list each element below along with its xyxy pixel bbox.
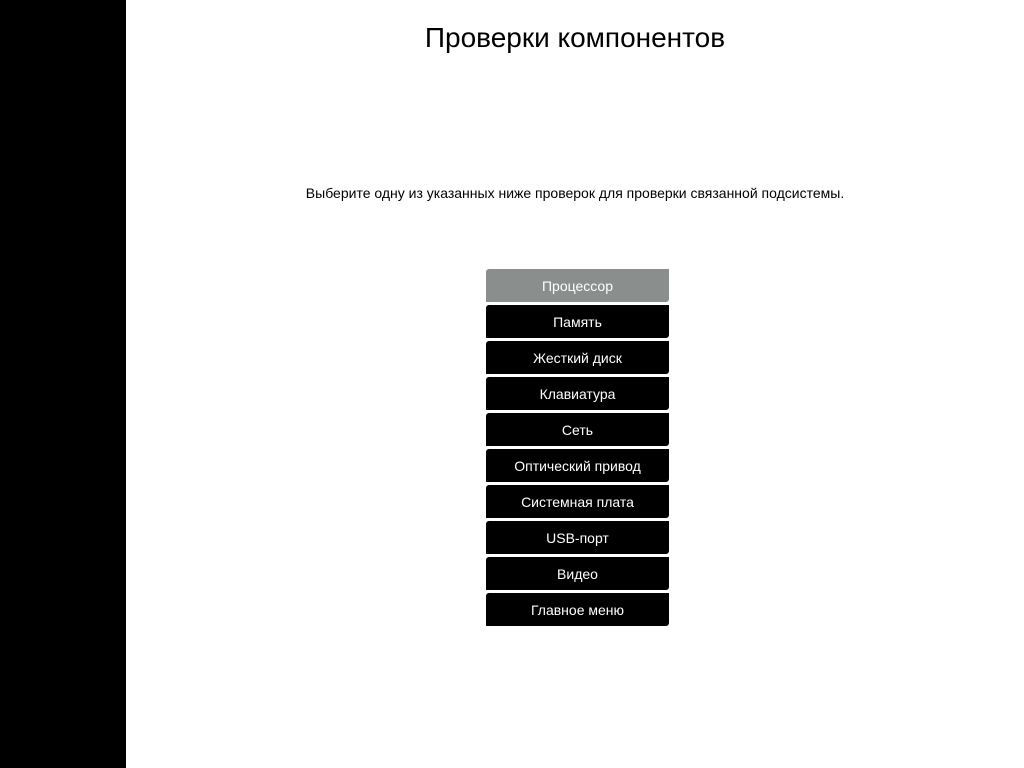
menu-item-usb-port[interactable]: USB-порт: [486, 521, 669, 554]
menu-item-processor[interactable]: Процессор: [486, 269, 669, 302]
page-title: Проверки компонентов: [424, 22, 726, 53]
component-test-menu: [486, 269, 669, 629]
menu-item-hard-disk[interactable]: Жесткий диск: [486, 341, 669, 374]
instruction-text: Выберите одну из указанных ниже проверок для проверки связанной подсистемы.: [305, 185, 845, 201]
menu-item-keyboard[interactable]: Клавиатура: [486, 377, 669, 410]
menu-item-video[interactable]: Видео: [486, 557, 669, 590]
menu-item-memory[interactable]: Память: [486, 305, 669, 338]
menu-item-optical-drive[interactable]: Оптический привод: [486, 449, 669, 482]
menu-item-network[interactable]: Сеть: [486, 413, 669, 446]
menu-item-main-menu[interactable]: Главное меню: [486, 593, 669, 626]
menu-item-motherboard[interactable]: Системная плата: [486, 485, 669, 518]
left-sidebar: [0, 0, 126, 768]
